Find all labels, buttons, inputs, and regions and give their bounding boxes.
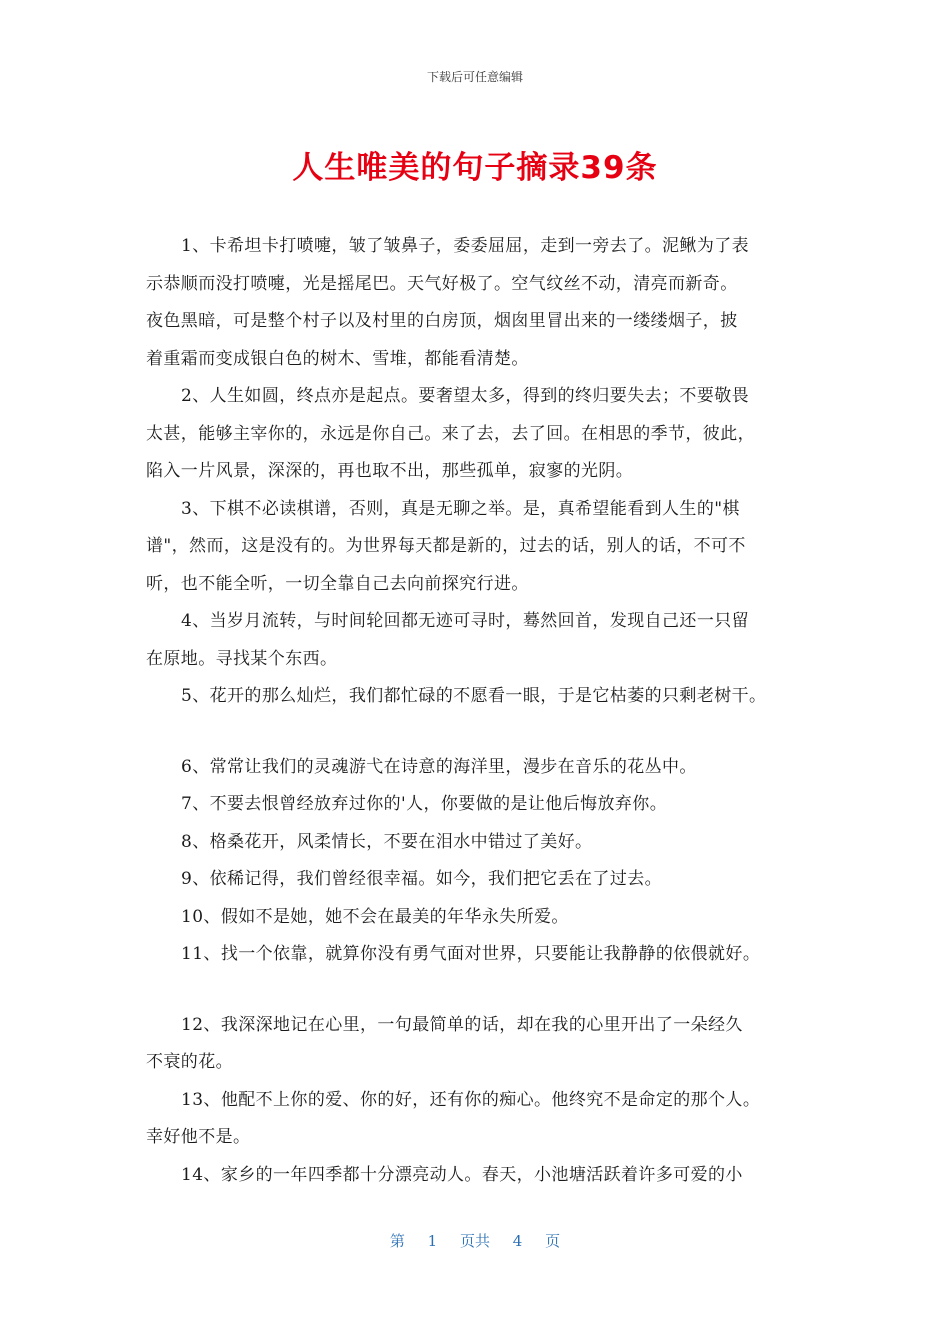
paragraph-line: 不衰的花。 xyxy=(146,1052,233,1072)
footer-prefix: 第 xyxy=(389,1232,405,1250)
paragraph-line: 10、假如不是她，她不会在最美的年华永失所爱。 xyxy=(181,906,569,927)
paragraph-line: 夜色黑暗，可是整个村子以及村里的白房顶，烟囱里冒出来的一缕缕烟子，披 xyxy=(146,311,738,331)
paragraph-line: 听，也不能全听，一切全靠自己去向前探究行进。 xyxy=(146,573,529,594)
paragraph-line: 7、不要去恨曾经放弃过你的'人，你要做的是让他后悔放弃你。 xyxy=(181,794,668,814)
paragraph-gap xyxy=(146,716,818,749)
paragraph-gap xyxy=(146,974,818,1007)
paragraph-line: 2、人生如圆，终点亦是起点。要奢望太多，得到的终归要失去；不要敬畏 xyxy=(181,386,750,406)
paragraph-line: 示恭顺而没打喷嚏，光是摇尾巴。天气好极了。空气纹丝不动，清亮而新奇。 xyxy=(146,273,738,294)
paragraph-line: 着重霜而变成银白色的树木、雪堆，都能看清楚。 xyxy=(146,348,529,369)
footer-total-pages: 4 xyxy=(512,1232,523,1250)
document-body xyxy=(146,228,818,1194)
paragraph-line: 13、他配不上你的爱、你的好，还有你的痴心。他终究不是命定的那个人。 xyxy=(181,1089,761,1110)
paragraph-line: 11、找一个依靠，就算你没有勇气面对世界，只要能让我静静的依偎就好。 xyxy=(181,944,761,964)
header-note: 下载后可任意编辑 xyxy=(426,70,523,84)
footer-page-number: 1 xyxy=(427,1232,438,1250)
paragraph-line: 幸好他不是。 xyxy=(146,1127,251,1147)
page-footer xyxy=(0,1230,950,1251)
paragraph-line: 太甚，能够主宰你的，永远是你自己。来了去，去了回。在相思的季节，彼此， xyxy=(146,423,755,444)
paragraph-line: 4、当岁月流转，与时间轮回都无迹可寻时，蓦然回首，发现自己还一只留 xyxy=(181,611,750,631)
footer-suffix: 页 xyxy=(545,1232,561,1250)
paragraph-line: 12、我深深地记在心里，一句最简单的话，却在我的心里开出了一朵经久 xyxy=(181,1014,743,1035)
paragraph-line: 在原地。寻找某个东西。 xyxy=(146,648,338,669)
paragraph-line: 9、依稀记得，我们曾经很幸福。如今，我们把它丢在了过去。 xyxy=(181,869,663,889)
paragraph-line: 5、花开的那么灿烂，我们都忙碌的不愿看一眼，于是它枯萎的只剩老树干。 xyxy=(181,686,767,706)
page-title: 人生唯美的句子摘录39条 xyxy=(292,150,658,186)
paragraph-line: 3、下棋不必读棋谱，否则，真是无聊之举。是，真希望能看到人生的"棋 xyxy=(181,498,740,519)
footer-middle: 页共 xyxy=(459,1232,490,1250)
paragraph-line: 1、卡希坦卡打喷嚏，皱了皱鼻子，委委屈屈，走到一旁去了。泥鳅为了表 xyxy=(181,236,750,256)
paragraph-line: 8、格桑花开，风柔情长，不要在泪水中错过了美好。 xyxy=(181,831,593,852)
paragraph-line: 陷入一片风景，深深的，再也取不出，那些孤单，寂寥的光阴。 xyxy=(146,461,634,481)
paragraph-line: 14、家乡的一年四季都十分漂亮动人。春天，小池塘活跃着许多可爱的小 xyxy=(181,1164,743,1185)
paragraph-line: 6、常常让我们的灵魂游弋在诗意的海洋里，漫步在音乐的花丛中。 xyxy=(181,756,697,777)
paragraph-line: 谱"，然而，这是没有的。为世界每天都是新的，过去的话，别人的话，不可不 xyxy=(146,536,746,556)
